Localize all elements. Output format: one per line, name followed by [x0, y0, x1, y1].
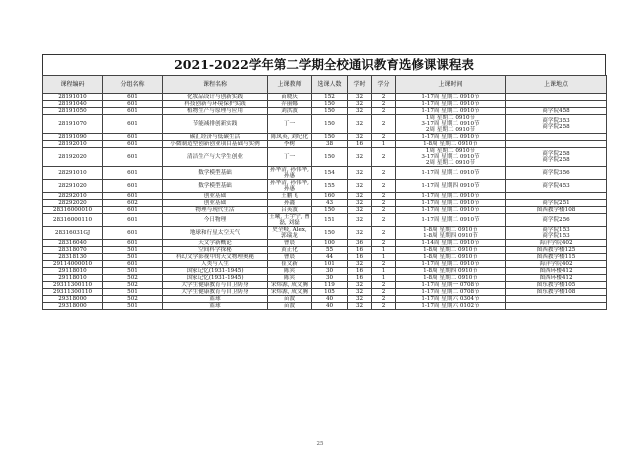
cell-teacher: 王鹏飞	[268, 193, 312, 200]
cell-place: 商学院453	[506, 180, 607, 193]
cell-count: 40	[312, 303, 348, 310]
cell-hours: 32	[348, 214, 372, 227]
table-row	[43, 101, 607, 108]
cell-credit: 1	[372, 247, 396, 254]
cell-hours: 36	[348, 240, 372, 247]
cell-teacher: 孙华清, 孙伟华, 孙惠	[268, 180, 312, 193]
cell-group: 502	[103, 275, 163, 282]
cell-code: 29118010	[43, 275, 103, 282]
cell-place: 图西环楼412	[506, 268, 607, 275]
cell-credit: 2	[372, 296, 396, 303]
cell-count: 160	[312, 193, 348, 200]
cell-code: 28316000010	[43, 207, 103, 214]
cell-group: 601	[103, 115, 163, 134]
cell-count: 119	[312, 282, 348, 289]
cell-credit: 2	[372, 94, 396, 101]
cell-teacher: 宋炜源, 成文腾	[268, 282, 312, 289]
cell-hours: 32	[348, 94, 372, 101]
cell-credit: 1	[372, 141, 396, 148]
cell-teacher: 陈宾	[268, 268, 312, 275]
cell-teacher: 崔文新	[268, 261, 312, 268]
table-row	[43, 134, 607, 141]
cell-time: 1-8周 星期二 0910节	[396, 275, 506, 282]
table-row	[43, 268, 607, 275]
cell-group: 601	[103, 240, 163, 247]
cell-hours: 16	[348, 268, 372, 275]
cell-count: 43	[312, 200, 348, 207]
cell-name: 科幻文学影视中的天文物理奥秘	[163, 254, 268, 261]
cell-name: 数学模型基础	[163, 180, 268, 193]
cell-hours: 32	[348, 134, 372, 141]
cell-code: 28316031GJ	[43, 227, 103, 240]
cell-credit: 1	[372, 268, 396, 275]
cell-teacher: 丁一	[268, 115, 312, 134]
cell-place	[506, 134, 607, 141]
cell-place: 图东教学楼105	[506, 282, 607, 289]
cell-count: 105	[312, 289, 348, 296]
cell-place: 商学院153 商学院153	[506, 227, 607, 240]
cell-credit: 2	[372, 227, 396, 240]
table-row	[43, 200, 607, 207]
cell-code: 28192010	[43, 141, 103, 148]
cell-place: 商学院251	[506, 200, 607, 207]
cell-place: 图西教学楼108	[506, 207, 607, 214]
cell-place	[506, 141, 607, 148]
cell-group: 502	[103, 296, 163, 303]
table-row	[43, 247, 607, 254]
cell-credit: 2	[372, 193, 396, 200]
cell-name: 今日物理	[163, 214, 268, 227]
cell-code: 28318070	[43, 247, 103, 254]
cell-teacher: 曹晨	[268, 240, 312, 247]
cell-group: 601	[103, 94, 163, 101]
cell-hours: 32	[348, 200, 372, 207]
table-row	[43, 214, 607, 227]
cell-count: 154	[312, 167, 348, 180]
cell-name: 篮球	[163, 303, 268, 310]
cell-teacher: 宋炜源, 成文腾	[268, 289, 312, 296]
cell-code: 29318000	[43, 296, 103, 303]
cell-place: 商学院458	[506, 108, 607, 115]
cell-name: 创业基础	[163, 193, 268, 200]
cell-teacher: 刘洪波	[268, 108, 312, 115]
cell-group: 601	[103, 180, 163, 193]
cell-hours: 16	[348, 247, 372, 254]
header-place: 上课地点	[506, 76, 607, 94]
cell-name: 科技创新与环境保护实践	[163, 101, 268, 108]
cell-teacher: 王曦, 王宇宁, 曹磊, 刘磊	[269, 214, 310, 226]
cell-group: 601	[103, 141, 163, 148]
cell-time: 1-17周 星期二 0910节	[396, 214, 506, 227]
cell-hours: 16	[348, 254, 372, 261]
cell-credit: 2	[372, 214, 396, 227]
cell-group: 601	[103, 261, 163, 268]
header-teacher: 上课教师	[268, 76, 312, 94]
cell-code: 28191090	[43, 134, 103, 141]
cell-code: 28191050	[43, 108, 103, 115]
cell-group: 601	[103, 101, 163, 108]
cell-time: 1-17周 星期六 0102节	[396, 303, 506, 310]
cell-count: 150	[312, 134, 348, 141]
cell-group: 601	[103, 214, 163, 227]
cell-name: 节能减排创新实践	[163, 115, 268, 134]
cell-teacher: 黄正化	[268, 247, 312, 254]
table-row	[43, 227, 607, 240]
cell-hours: 32	[348, 115, 372, 134]
cell-teacher: 丁一	[268, 148, 312, 167]
cell-code: 28316000110	[43, 214, 103, 227]
cell-credit: 2	[372, 200, 396, 207]
cell-name: 大学生健康教育与自卫防身	[163, 289, 268, 296]
cell-group: 601	[103, 134, 163, 141]
table-row	[43, 94, 607, 101]
cell-place: 图西教学楼125	[506, 247, 607, 254]
cell-name: 物理与现代生活	[163, 207, 268, 214]
cell-credit: 2	[372, 115, 396, 134]
cell-hours: 32	[348, 227, 372, 240]
cell-name: 数学模型基础	[163, 167, 268, 180]
cell-hours: 32	[348, 148, 372, 167]
cell-code: 29318000	[43, 303, 103, 310]
table-row	[43, 167, 607, 180]
cell-group: 501	[103, 303, 163, 310]
cell-hours: 32	[348, 289, 372, 296]
cell-hours: 32	[348, 261, 372, 268]
cell-count: 151	[312, 214, 348, 227]
cell-place: 图东教学楼108	[506, 289, 607, 296]
cell-time: 1-17周 星期二 0910节	[396, 200, 506, 207]
cell-hours: 16	[348, 275, 372, 282]
cell-credit: 2	[372, 289, 396, 296]
cell-count: 155	[312, 180, 348, 193]
cell-place: 商学院353 商学院258	[506, 115, 607, 134]
cell-code: 29114000010	[43, 261, 103, 268]
cell-credit: 1	[372, 275, 396, 282]
cell-group: 601	[103, 227, 163, 240]
header-count: 选课人数	[312, 76, 348, 94]
cell-credit: 2	[372, 240, 396, 247]
cell-group: 501	[103, 268, 163, 275]
cell-code: 28292020	[43, 200, 103, 207]
cell-count: 150	[312, 207, 348, 214]
cell-time: 1-17周 星期四 0910节	[396, 180, 506, 193]
cell-time: 1-8周 星期二 0910节 1-8周 星期四 0910节	[396, 227, 506, 240]
table-row	[43, 296, 607, 303]
cell-group: 501	[103, 254, 163, 261]
cell-count: 150	[312, 148, 348, 167]
cell-place: 图西教学楼115	[506, 254, 607, 261]
cell-time: 1-8周 星期二 0910节	[396, 247, 506, 254]
cell-name: 国家记忆(1931-1945)	[163, 268, 268, 275]
table-row	[43, 141, 607, 148]
cell-group: 502	[103, 282, 163, 289]
cell-place: 海洋学院402	[506, 261, 607, 268]
cell-code: 28191010	[43, 94, 103, 101]
cell-teacher: 陈凤英, 刘纪化	[268, 134, 312, 141]
cell-group: 501	[103, 247, 163, 254]
cell-code: 28192020	[43, 148, 103, 167]
table-row	[43, 193, 607, 200]
table-header-row	[43, 76, 607, 94]
cell-teacher: 吕英波	[268, 207, 312, 214]
cell-name: 空间科学探秘	[163, 247, 268, 254]
cell-teacher: 孙鑫	[268, 200, 312, 207]
cell-name: 创业基础	[163, 200, 268, 207]
cell-teacher: 曹晨	[268, 254, 312, 261]
header-group: 分组名称	[103, 76, 163, 94]
header-code: 课程编码	[43, 76, 103, 94]
header-credit: 学分	[372, 76, 396, 94]
cell-credit: 2	[372, 282, 396, 289]
cell-credit: 2	[372, 134, 396, 141]
cell-name: 人类与人生	[163, 261, 268, 268]
cell-time: 1-17周 星期二 0910节	[396, 108, 506, 115]
cell-credit: 2	[372, 148, 396, 167]
cell-group: 601	[103, 193, 163, 200]
cell-count: 30	[312, 275, 348, 282]
cell-place	[506, 296, 607, 303]
table-row	[43, 289, 607, 296]
cell-count: 101	[312, 261, 348, 268]
table-row	[43, 207, 607, 214]
cell-code: 28318130	[43, 254, 103, 261]
cell-time: 1-17周 星期二 0708节	[396, 289, 506, 296]
cell-code: 29311300110	[43, 282, 103, 289]
cell-place	[506, 94, 607, 101]
cell-hours: 32	[348, 108, 372, 115]
table-title: 2021-2022学年第二学期全校通识教育选修课课程表	[42, 54, 606, 75]
cell-code: 29118010	[43, 268, 103, 275]
cell-credit: 2	[372, 167, 396, 180]
cell-time: 1-17周 星期二 0910节	[396, 207, 506, 214]
cell-hours: 32	[348, 180, 372, 193]
cell-code: 28291010	[43, 167, 103, 180]
cell-place: 图西环楼412	[506, 275, 607, 282]
cell-code: 28191070	[43, 115, 103, 134]
cell-count: 38	[312, 141, 348, 148]
cell-name: 国家记忆(1931-1945)	[163, 275, 268, 282]
page-number: 25	[316, 441, 324, 447]
cell-name: 清洁生产与大学生创业	[163, 148, 268, 167]
cell-hours: 32	[348, 296, 372, 303]
cell-time: 1-17周 星期二 0910节	[396, 261, 506, 268]
cell-place	[506, 303, 607, 310]
cell-time: 1周 星期二 0910节 3-17周 星期二 0910节 2周 星期二 0910节	[396, 115, 506, 134]
cell-hours: 32	[348, 303, 372, 310]
cell-teacher: 陈宾	[268, 275, 312, 282]
table-row	[43, 275, 607, 282]
table-row	[43, 261, 607, 268]
cell-time: 1-17周 星期二 0910节	[396, 101, 506, 108]
cell-name: 化妆品设计与创新实践	[163, 94, 268, 101]
cell-code: 28316040	[43, 240, 103, 247]
table-row	[43, 254, 607, 261]
cell-count: 44	[312, 254, 348, 261]
cell-hours: 32	[348, 101, 372, 108]
cell-hours: 32	[348, 207, 372, 214]
cell-time: 1-8周 星期二 0910节	[396, 141, 506, 148]
cell-credit: 2	[372, 180, 396, 193]
cell-time: 1-14周 星期二 0910节	[396, 240, 506, 247]
cell-group: 601	[103, 167, 163, 180]
cell-credit: 1	[372, 254, 396, 261]
cell-count: 150	[312, 108, 348, 115]
cell-group: 602	[103, 200, 163, 207]
cell-place: 商学院356	[506, 167, 607, 180]
header-name: 课程名称	[163, 76, 268, 94]
cell-hours: 32	[348, 193, 372, 200]
cell-time: 1-17周 星期六 0304节	[396, 296, 506, 303]
cell-hours: 16	[348, 141, 372, 148]
table-row	[43, 303, 607, 310]
cell-group: 601	[103, 207, 163, 214]
table-row	[43, 148, 607, 167]
cell-time: 1-17周 星期一 0708节	[396, 282, 506, 289]
header-hours: 学时	[348, 76, 372, 94]
table-row	[43, 240, 607, 247]
cell-place: 商学院258 商学院258	[506, 148, 607, 167]
cell-code: 28191040	[43, 101, 103, 108]
cell-count: 150	[312, 227, 348, 240]
cell-credit: 2	[372, 101, 396, 108]
cell-time: 1-8周 星期二 0910节	[396, 254, 506, 261]
cell-count: 30	[312, 268, 348, 275]
cell-group: 601	[103, 108, 163, 115]
cell-place: 海洋学院402	[506, 240, 607, 247]
cell-hours: 32	[348, 282, 372, 289]
cell-group: 501	[103, 289, 163, 296]
cell-teacher: 乔丽娜	[268, 101, 312, 108]
cell-place: 商学院256	[506, 214, 607, 227]
cell-code: 29311300110	[43, 289, 103, 296]
cell-count: 100	[312, 240, 348, 247]
cell-credit: 2	[372, 108, 396, 115]
table-row	[43, 180, 607, 193]
cell-count: 150	[312, 115, 348, 134]
cell-teacher: 苗波	[268, 303, 312, 310]
cell-time: 1-17周 星期二 0910节	[396, 94, 506, 101]
cell-credit: 2	[372, 207, 396, 214]
cell-teacher: 李树	[268, 141, 312, 148]
cell-name: 大学生健康教育与自卫防身	[163, 282, 268, 289]
table-row	[43, 108, 607, 115]
cell-teacher: 史全岐, Alex, 郭瑞龙	[268, 227, 312, 240]
cell-place	[506, 193, 607, 200]
course-schedule-table	[42, 75, 607, 310]
cell-time: 1-17周 星期二 0910节	[396, 167, 506, 180]
cell-credit: 2	[372, 303, 396, 310]
cell-count: 40	[312, 296, 348, 303]
cell-time: 1周 星期二 0910节 3-17周 星期二 0910节 2周 星期二 0910节	[396, 148, 506, 167]
table-row	[43, 282, 607, 289]
cell-teacher: 孙华清, 孙伟华, 孙惠	[268, 167, 312, 180]
table-row	[43, 115, 607, 134]
cell-time: 1-17周 星期二 0910节	[396, 193, 506, 200]
cell-teacher: 苗波	[268, 296, 312, 303]
cell-name: 地球和行星太空天气	[163, 227, 268, 240]
cell-group: 601	[103, 148, 163, 167]
cell-name: 植物生产与原理与应用	[163, 108, 268, 115]
table-body	[43, 94, 607, 310]
cell-code: 28291020	[43, 180, 103, 193]
cell-credit: 2	[372, 261, 396, 268]
header-time: 上课时间	[396, 76, 506, 94]
cell-count: 150	[312, 101, 348, 108]
cell-hours: 32	[348, 167, 372, 180]
cell-teacher: 苗晓庆	[268, 94, 312, 101]
cell-count: 55	[312, 247, 348, 254]
cell-name: 碳汇经济与低碳生活	[163, 134, 268, 141]
cell-code: 28292010	[43, 193, 103, 200]
cell-name: 小微制造型创新创业项目基础与实例	[163, 141, 268, 148]
cell-time: 1-8周 星期四 0910节	[396, 268, 506, 275]
cell-time: 1-17周 星期二 0910节	[396, 134, 506, 141]
cell-place	[506, 101, 607, 108]
cell-name: 篮球	[163, 296, 268, 303]
cell-count: 152	[312, 94, 348, 101]
cell-name: 天文学新概论	[163, 240, 268, 247]
